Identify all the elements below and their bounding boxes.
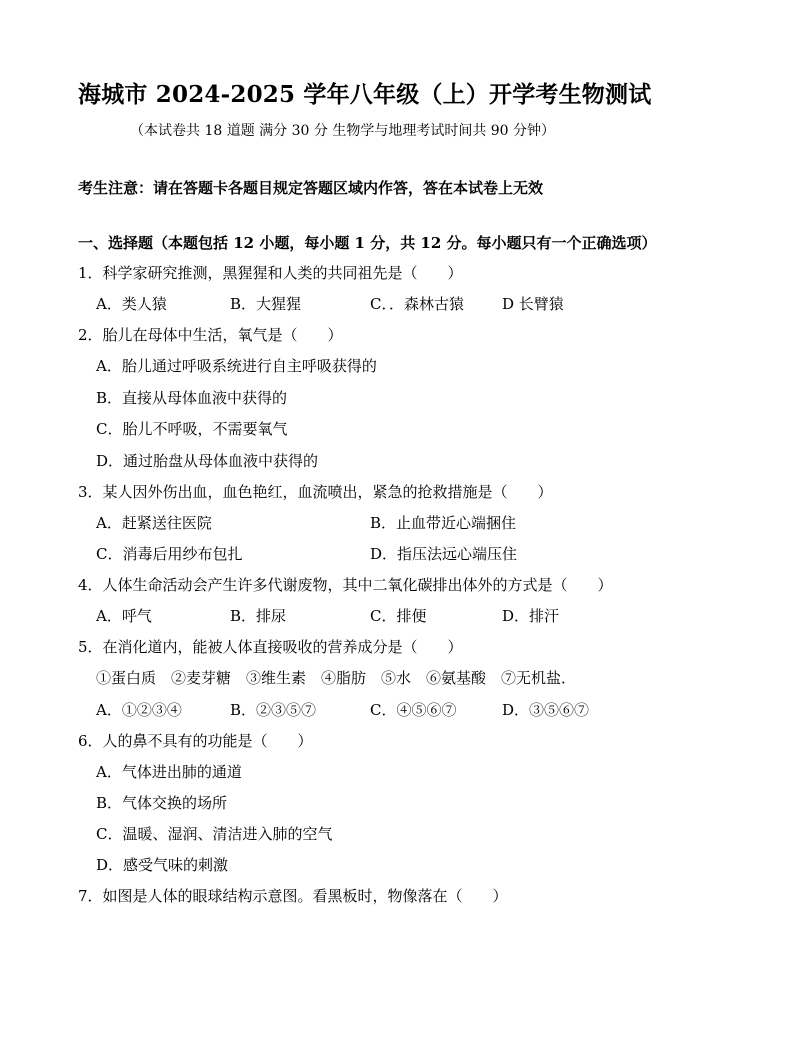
question-1-option-b: B．大猩猩 (230, 295, 302, 313)
question-1-option-a: A．类人猿 (96, 295, 167, 313)
question-4-option-b: B．排尿 (230, 607, 287, 625)
question-4-option-a: A．呼气 (96, 607, 152, 625)
question-5-option-d: D．③⑤⑥⑦ (502, 701, 590, 719)
question-5-option-b: B．②③⑤⑦ (230, 701, 317, 719)
question-6-option-d: D．感受气味的刺激 (96, 856, 229, 874)
question-2-stem: 2．胎儿在母体中生活，氧气是（ ） (78, 326, 343, 344)
page-title: 海城市 2024-2025 学年八年级（上）开学考生物测试 (78, 81, 652, 108)
question-2-option-d: D．通过胎盘从母体血液中获得的 (96, 452, 319, 470)
question-5-items: ①蛋白质 ②麦芽糖 ③维生素 ④脂肪 ⑤水 ⑥氨基酸 ⑦无机盐． (96, 669, 577, 687)
question-1-option-d: D 长臂猿 (502, 295, 564, 313)
question-7-stem: 7．如图是人体的眼球结构示意图。看黑板时，物像落在（ ） (78, 887, 508, 905)
question-4-stem: 4．人体生命活动会产生许多代谢废物，其中二氧化碳排出体外的方式是（ ） (78, 576, 613, 594)
question-5-option-a: A．①②③④ (96, 701, 182, 719)
question-2-option-a: A．胎儿通过呼吸系统进行自主呼吸获得的 (96, 357, 377, 375)
question-3-stem: 3．某人因外伤出血，血色艳红，血流喷出，紧急的抢救措施是（ ） (78, 483, 553, 501)
question-6-stem: 6．人的鼻不具有的功能是（ ） (78, 732, 313, 750)
question-1-stem: 1．科学家研究推测，黑猩猩和人类的共同祖先是（ ） (78, 264, 463, 282)
question-6-option-b: B．气体交换的场所 (96, 794, 228, 812)
section-heading-choice: 一、选择题（本题包括 12 小题，每小题 1 分，共 12 分。每小题只有一个正确选项） (78, 234, 657, 252)
question-5-stem: 5．在消化道内，能被人体直接吸收的营养成分是（ ） (78, 638, 463, 656)
question-3-option-d: D．指压法远心端压住 (370, 545, 518, 563)
question-3-option-a: A．赶紧送往医院 (96, 514, 212, 532)
question-5-option-c: C．④⑤⑥⑦ (370, 701, 457, 719)
question-3-option-c: C．消毒后用纱布包扎 (96, 545, 243, 563)
question-4-option-d: D．排汗 (502, 607, 560, 625)
question-4-option-c: C．排便 (370, 607, 427, 625)
question-2-option-b: B．直接从母体血液中获得的 (96, 389, 288, 407)
exam-subtitle: （本试卷共 18 道题 满分 30 分 生物学与地理考试时间共 90 分钟） (130, 123, 556, 139)
exam-notice: 考生注意：请在答题卡各题目规定答题区域内作答，答在本试卷上无效 (78, 179, 544, 197)
question-2-option-c: C．胎儿不呼吸，不需要氧气 (96, 420, 288, 438)
question-1-option-c: C．．森林古猿 (370, 295, 464, 313)
question-6-option-c: C．温暖、湿润、清洁进入肺的空气 (96, 825, 333, 843)
question-3-option-b: B．止血带近心端捆住 (370, 514, 517, 532)
question-6-option-a: A．气体进出肺的通道 (96, 763, 242, 781)
